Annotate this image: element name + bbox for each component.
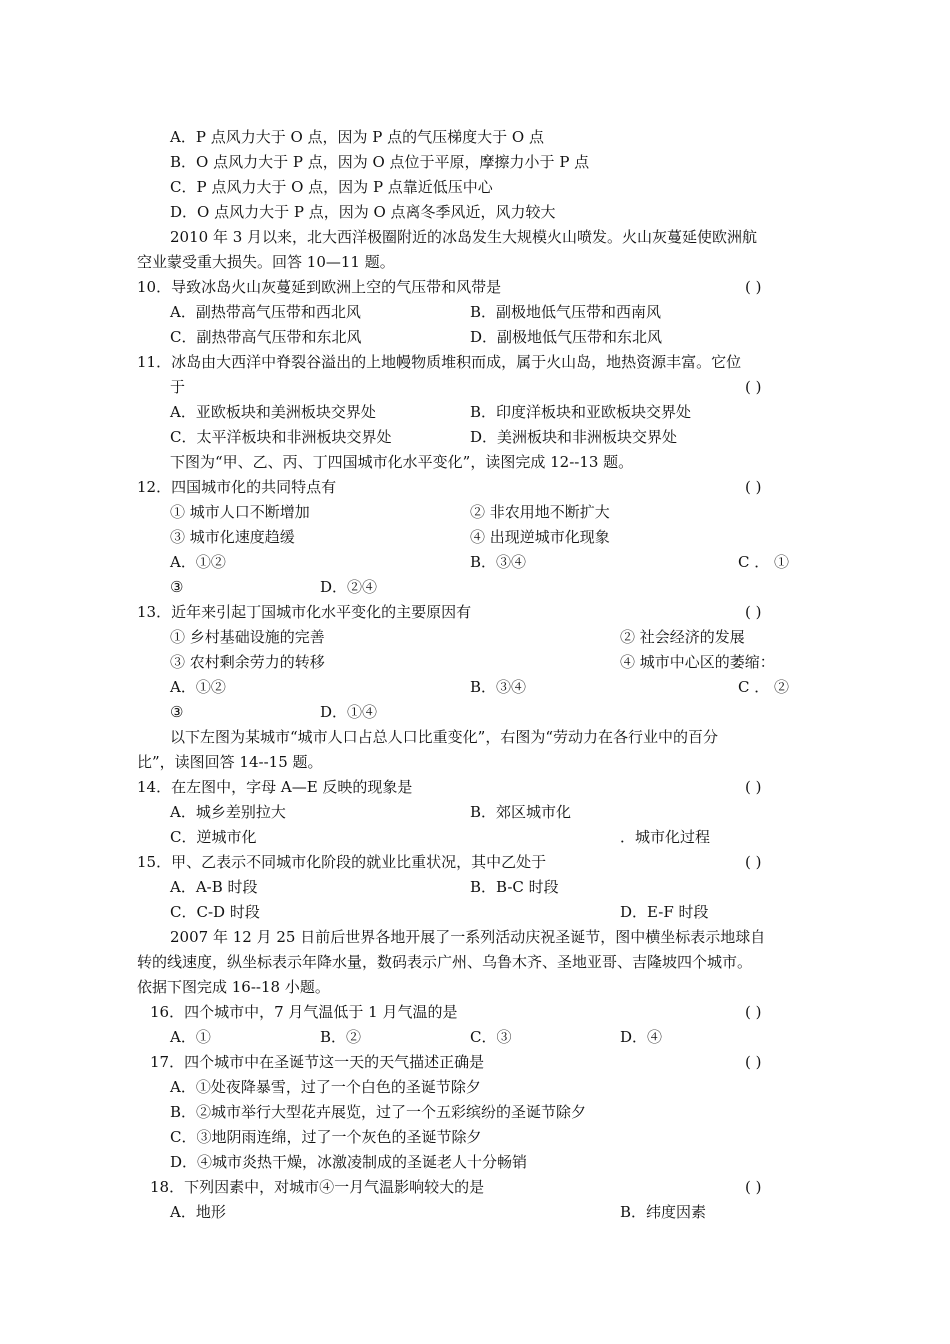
q15-answer-bracket: ( ) bbox=[745, 853, 762, 871]
q15-option-d: D．E-F 时段 bbox=[620, 903, 709, 921]
q14-answer-bracket: ( ) bbox=[745, 778, 762, 796]
q11-option-a: A．亚欧板块和美洲板块交界处 bbox=[170, 403, 376, 421]
q9-option-a: A．P 点风力大于 O 点，因为 P 点的气压梯度大于 O 点 bbox=[170, 128, 544, 146]
q11-stem: 11．冰岛由大西洋中脊裂谷溢出的上地幔物质堆积而成，属于火山岛，地热资源丰富。它位 bbox=[137, 353, 742, 371]
q11-option-c: C．太平洋板块和非洲板块交界处 bbox=[170, 428, 392, 446]
q9-option-c: C．P 点风力大于 O 点，因为 P 点靠近低压中心 bbox=[170, 178, 493, 196]
q11-option-b: B．印度洋板块和亚欧板块交界处 bbox=[470, 403, 692, 421]
q11-stem-cont: 于 bbox=[170, 378, 186, 396]
q13-item-3: ③ 农村剩余劳力的转移 bbox=[170, 653, 325, 671]
q16-option-b: B．② bbox=[320, 1028, 362, 1046]
q13-item-1: ① 乡村基础设施的完善 bbox=[170, 628, 325, 646]
q12-answer-bracket: ( ) bbox=[745, 478, 762, 496]
q13-option-a: A．①② bbox=[170, 678, 226, 696]
intro-16-18-line2: 转的线速度，纵坐标表示年降水量，数码表示广州、乌鲁木齐、圣地亚哥、吉隆坡四个城市。 bbox=[137, 953, 753, 971]
q13-option-d: D．①④ bbox=[320, 703, 378, 721]
q13-option-c-cont: ③ bbox=[170, 703, 184, 721]
q13-answer-bracket: ( ) bbox=[745, 603, 762, 621]
q12-item-3: ③ 城市化速度趋缓 bbox=[170, 528, 295, 546]
q9-option-d: D．O 点风力大于 P 点，因为 O 点离冬季风近，风力较大 bbox=[170, 203, 556, 221]
q13-item-4: ④ 城市中心区的萎缩： bbox=[620, 653, 775, 671]
intro-16-18-line1: 2007 年 12 月 25 日前后世界各地开展了一系列活动庆祝圣诞节，图中横坐标表示地球自 bbox=[170, 928, 766, 946]
q14-option-b: B．郊区城市化 bbox=[470, 803, 572, 821]
q12-item-2: ② 非农用地不断扩大 bbox=[470, 503, 610, 521]
q12-option-a: A．①② bbox=[170, 553, 226, 571]
q12-option-c: C ． ① bbox=[738, 553, 790, 571]
intro-12-13: 下图为“甲、乙、丙、丁四国城市化水平变化”，读图完成 12--13 题。 bbox=[170, 453, 634, 471]
q17-answer-bracket: ( ) bbox=[745, 1053, 762, 1071]
q11-answer-bracket: ( ) bbox=[745, 378, 762, 396]
intro-10-11-line2: 空业蒙受重大损失。回答 10—11 题。 bbox=[137, 253, 395, 271]
intro-14-15-line2: 比”，读图回答 14--15 题。 bbox=[137, 753, 323, 771]
q13-option-c: C ． ② bbox=[738, 678, 790, 696]
q16-stem: 16．四个城市中，7 月气温低于 1 月气温的是 bbox=[150, 1003, 458, 1021]
q12-item-1: ① 城市人口不断增加 bbox=[170, 503, 310, 521]
q15-option-a: A．A-B 时段 bbox=[170, 878, 258, 896]
q10-option-b: B．副极地低气压带和西南风 bbox=[470, 303, 662, 321]
q10-option-d: D．副极地低气压带和东北风 bbox=[470, 328, 663, 346]
q12-stem: 12．四国城市化的共同特点有 bbox=[137, 478, 337, 496]
q15-stem: 15．甲、乙表示不同城市化阶段的就业比重状况，其中乙处于 bbox=[137, 853, 547, 871]
q16-option-a: A．① bbox=[170, 1028, 211, 1046]
q14-stem: 14．在左图中，字母 A—E 反映的现象是 bbox=[137, 778, 413, 796]
q14-option-c: C．逆城市化 bbox=[170, 828, 257, 846]
q15-option-c: C．C-D 时段 bbox=[170, 903, 260, 921]
q18-answer-bracket: ( ) bbox=[745, 1178, 762, 1196]
q12-option-b: B．③④ bbox=[470, 553, 527, 571]
q13-option-b: B．③④ bbox=[470, 678, 527, 696]
q16-answer-bracket: ( ) bbox=[745, 1003, 762, 1021]
q11-option-d: D．美洲板块和非洲板块交界处 bbox=[470, 428, 678, 446]
q10-stem: 10．导致冰岛火山灰蔓延到欧洲上空的气压带和风带是 bbox=[137, 278, 502, 296]
intro-14-15-line1: 以下左图为某城市“城市人口占总人口比重变化”，右图为“劳动力在各行业中的百分 bbox=[170, 728, 719, 746]
q16-option-c: C．③ bbox=[470, 1028, 512, 1046]
q14-option-d: ．城市化过程 bbox=[620, 828, 711, 846]
q12-option-d: D．②④ bbox=[320, 578, 378, 596]
q18-option-a: A．地形 bbox=[170, 1203, 226, 1221]
q17-option-d: D．④城市炎热干燥，冰激凌制成的圣诞老人十分畅销 bbox=[170, 1153, 528, 1171]
q14-option-a: A．城乡差别拉大 bbox=[170, 803, 286, 821]
intro-16-18-line3: 依据下图完成 16--18 小题。 bbox=[137, 978, 330, 996]
q13-item-2: ② 社会经济的发展 bbox=[620, 628, 745, 646]
q13-stem: 13．近年来引起丁国城市化水平变化的主要原因有 bbox=[137, 603, 472, 621]
q15-option-b: B．B-C 时段 bbox=[470, 878, 559, 896]
q17-option-c: C．③地阴雨连绵，过了一个灰色的圣诞节除夕 bbox=[170, 1128, 482, 1146]
q12-item-4: ④ 出现逆城市化现象 bbox=[470, 528, 610, 546]
q10-answer-bracket: ( ) bbox=[745, 278, 762, 296]
q17-option-b: B．②城市举行大型花卉展览，过了一个五彩缤纷的圣诞节除夕 bbox=[170, 1103, 587, 1121]
q17-option-a: A．①处夜降暴雪，过了一个白色的圣诞节除夕 bbox=[170, 1078, 481, 1096]
q12-option-c-cont: ③ bbox=[170, 578, 184, 596]
q18-stem: 18．下列因素中，对城市④一月气温影响较大的是 bbox=[150, 1178, 485, 1196]
intro-10-11-line1: 2010 年 3 月以来，北大西洋极圈附近的冰岛发生大规模火山喷发。火山灰蔓延使欧洲航 bbox=[170, 228, 758, 246]
q10-option-c: C．副热带高气压带和东北风 bbox=[170, 328, 362, 346]
q10-option-a: A．副热带高气压带和西北风 bbox=[170, 303, 361, 321]
q16-option-d: D．④ bbox=[620, 1028, 663, 1046]
q17-stem: 17．四个城市中在圣诞节这一天的天气描述正确是 bbox=[150, 1053, 485, 1071]
q9-option-b: B．O 点风力大于 P 点，因为 O 点位于平原，摩擦力小于 P 点 bbox=[170, 153, 590, 171]
q18-option-b: B．纬度因素 bbox=[620, 1203, 707, 1221]
